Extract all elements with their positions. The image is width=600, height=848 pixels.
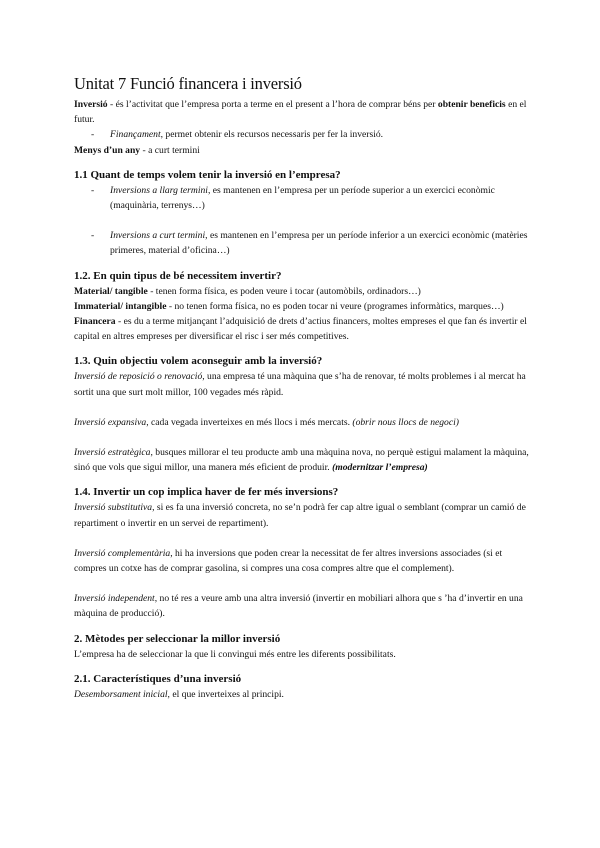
paragraph: Material/ tangible - tenen forma física, es poden veure i tocar (automòbils, ordinadors…) [74,285,421,297]
section-heading: 1.3. Quin objectiu volem aconseguir amb la inversió? [74,355,323,368]
section-heading: 1.1 Quant de temps volem tenir la inversió en l’empresa? [74,168,341,181]
section-2-1 [74,672,532,702]
paragraph: L’empresa ha de seleccionar la que li convingui més entre les diferents possibilitats. [74,648,396,660]
paragraph: Inversió de reposició o renovació, una empresa té una màquina que s’ha de renovar, té molts problemes i al mercat ha sortit una que surt molt millor, 100 vegades més ràpid. [74,371,526,398]
section-heading: 2. Mètodes per seleccionar la millor inversió [74,632,281,645]
section-heading: 1.2. En quin tipus de bé necessitem invertir? [74,269,282,282]
document-page [74,74,532,702]
list-item: - Inversions a curt termini, es mantenen en l’empresa per un període inferior a un exercici econòmic (matèries primeres, material d’oficina…) [91,230,528,257]
paragraph: Immaterial/ intangible - no tenen forma física, no es poden tocar ni veure (programes informàtics, marques…) [74,300,504,312]
short-term-line: Menys d’un any - a curt termini [74,144,200,156]
paragraph: Inversió expansiva, cada vegada inverteixes en més llocs i més mercats. (obrir nous llocs de negoci) [74,416,459,428]
section-1-4 [74,485,532,621]
paragraph: Inversió estratègica, busques millorar el teu producte amb una màquina nova, no perquè estigui malament la màquina, sinó que vols que sigui millor, una manera més eficient de produir. (modernitzar l’empresa) [74,447,529,474]
bullet-dash: - [91,129,95,141]
section-1-3 [74,354,532,475]
section-1-1 [74,168,532,259]
intro-bullet: - Finançament, permet obtenir els recursos necessaris per fer la inversió. [74,127,532,142]
section-2 [74,632,532,662]
section-heading: 1.4. Invertir un cop implica haver de fer més inversions? [74,486,339,499]
section-1-2 [74,269,532,345]
document-title: Unitat 7 Funció financera i inversió [74,74,302,93]
paragraph: Desemborsament inicial, el que inverteixes al principi. [74,688,284,700]
paragraph: Inversió independent, no té res a veure amb una altra inversió (invertir en mobiliari alhora que s ’ha d’invertir en una màquina de producció). [74,593,523,620]
intro-definition: Inversió - és l’activitat que l’empresa porta a terme en el present a l’hora de comprar béns per obtenir beneficis en el futur. [74,99,527,126]
paragraph: Inversió complementària, hi ha inversions que poden crear la necessitat de fer altres inversions associades (si et compres un cotxe has de comprar gasolina, si compres una cosa compres altre que el complement). [74,547,503,575]
list-item: - Inversions a llarg termini, es mantenen en l’empresa per un període superior a un exercici econòmic (maquinària, terrenys…) [91,184,495,212]
section-heading: 2.1. Característiques d’una inversió [74,672,242,685]
paragraph: Financera - es du a terme mitjançant l’adquisició de drets d’actius financers, moltes empreses el que fan és invertir el capital en altres empreses per diversificar el risc i ser més competitives. [74,316,527,343]
intro-term: Inversió [74,99,108,110]
paragraph: Inversió substitutiva, si es fa una inversió concreta, no se’n podrà fer cap altre igual o semblant (comprar un camió de repartiment o invertir en un servei de repartiment). [74,502,526,529]
